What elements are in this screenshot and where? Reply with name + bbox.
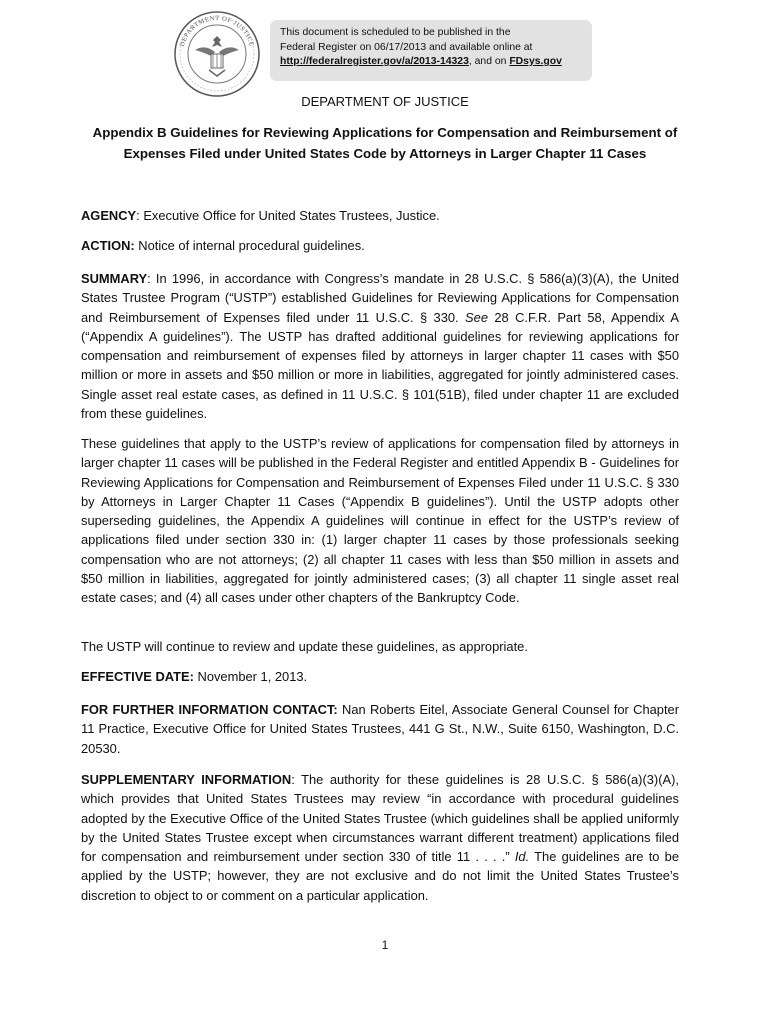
supplementary-paragraph — [81, 770, 679, 905]
effective-date-paragraph — [81, 667, 679, 686]
department-heading: DEPARTMENT OF JUSTICE — [301, 94, 469, 109]
banner-line-3 — [280, 55, 582, 70]
fdsys-link[interactable]: FDsys.gov — [509, 56, 562, 67]
page-number: 1 — [381, 938, 389, 952]
document-title: Appendix B Guidelines for Reviewing Applications for Compensation and Reimbursement of Expenses Filed under United States Code by Attorneys in Larger Chapter 11 Cases — [92, 125, 678, 161]
contact-paragraph — [81, 700, 679, 758]
action-label: ACTION: — [81, 238, 135, 253]
agency-text: Executive Office for United States Trustees, Justice. — [139, 208, 440, 223]
banner-separator: , and on — [468, 56, 510, 67]
federal-register-link[interactable]: http://federalregister.gov/a/2013-14323 — [280, 56, 469, 67]
summary-paragraph — [81, 269, 679, 423]
seal-emblem-icon — [173, 10, 261, 98]
guidelines-paragraph: These guidelines that apply to the USTP’s review of applications for compensation filed by attorneys in larger chapter 11 cases will be published in the Federal Register and entitled Appendix B - Guidelines for Reviewing Applications for Compensation and Reimbursement of Expenses Filed under 11 U.S.C. § 330 by Attorneys in Larger Chapter 11 Cases (“Appendix B guidelines”). Until the USTP adopts other superseding guidelines, the Appendix A guidelines will continue in effect for the USTP’s review of applications filed under section 330 in: (1) larger chapter 11 cases by those professionals seeking compensation who are not attorneys; (2) all chapter 11 cases with less than $50 million in assets and $50 million in liabilities, aggregated for jointly administered cases; (3) all chapter 11 single asset real estate cases; and (4) all cases under other chapters of the Bankruptcy Code. — [81, 436, 679, 606]
banner-line-2: Federal Register on 06/17/2013 and available online at — [280, 41, 533, 53]
contact-label: FOR FURTHER INFORMATION CONTACT: — [81, 702, 338, 717]
summary-text-b: 28 C.F.R. Part 58, Appendix A (“Appendix A guidelines”). The USTP has drafted additional guidelines for reviewing applications for compensation and reimbursement of expenses filed by attorneys in larger chapter 11 cases with $50 million or more in assets and $50 million or more in liabilities, aggregated for jointly administered cases. Single asset real estate cases, as defined in 11 U.S.C. § 101(51B), filed under chapter 11 are excluded from these guidelines. — [81, 309, 679, 422]
doj-seal — [173, 10, 261, 98]
banner-line-1: This document is scheduled to be published in the — [280, 27, 511, 38]
publication-notice-banner — [270, 20, 592, 81]
seal-text: DEPARTMENT OF JUSTICE — [178, 14, 256, 48]
agency-label: AGENCY — [81, 208, 137, 223]
supplementary-label: SUPPLEMENTARY INFORMATION — [81, 772, 292, 787]
action-paragraph — [81, 236, 679, 255]
contact-text: Nan Roberts Eitel, Associate General Counsel for Chapter 11 Practice, Executive Office for United States Trustees, 441 G St., N.W., Suite 6150, Washington, D.C. 20530. — [81, 702, 680, 756]
agency-colon: : — [136, 208, 140, 223]
effective-date-text: November 1, 2013. — [193, 669, 308, 684]
summary-see: See — [465, 309, 488, 325]
summary-label: SUMMARY — [81, 271, 148, 286]
summary-text-a: : In 1996, in accordance with Congress’s mandate in 28 U.S.C. § 586(a)(3)(A), the United States Trustee Program (“USTP”) established Guidelines for Reviewing Applications for Compensation and Reimbursement of Expenses filed under 11 U.S.C. § 330. — [81, 271, 679, 325]
review-paragraph: The USTP will continue to review and update these guidelines, as appropriate. — [81, 639, 528, 654]
supplementary-text-b: The guidelines are to be applied by the USTP; however, they are not exclusive and do not limit the United States Trustee’s discretion to object to or comment on a particular application. — [81, 849, 679, 903]
supplementary-text-a: : The authority for these guidelines is 28 U.S.C. § 586(a)(3)(A), which provides that United States Trustees may review “in accordance with procedural guidelines adopted by the Executive Office of the United States Trustee (which guidelines shall be applied uniformly by the United States Trustee except when circumstances warrant different treatment) applications filed for compensation and reimbursement under section 330 of title 11 . . . .” — [81, 772, 679, 865]
agency-paragraph — [81, 206, 679, 225]
supplementary-id: Id. — [514, 849, 530, 865]
action-text: Notice of internal procedural guidelines. — [134, 238, 365, 253]
effective-date-label: EFFECTIVE DATE: — [81, 669, 194, 684]
